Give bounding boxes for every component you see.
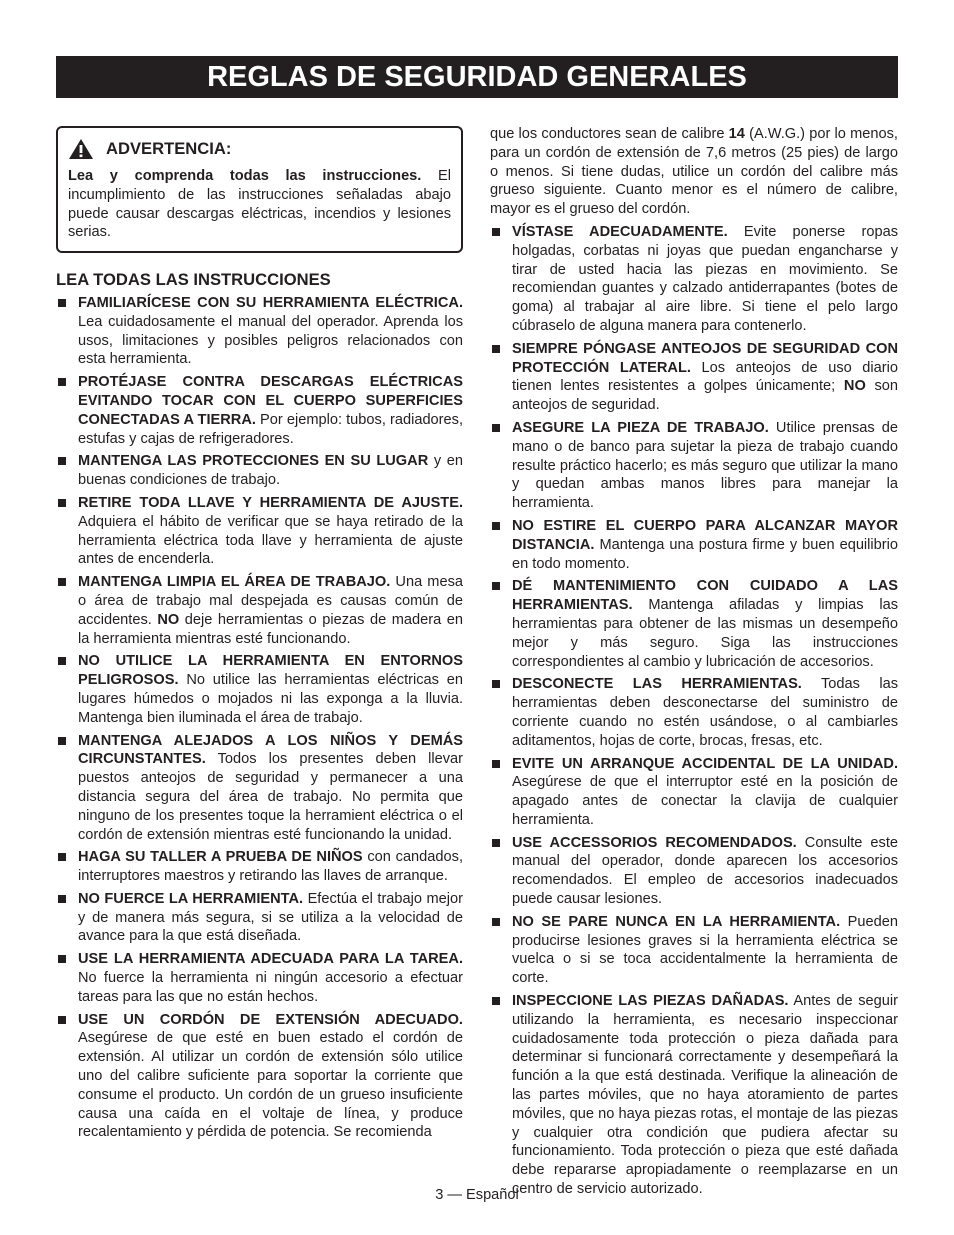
square-bullet-icon bbox=[58, 378, 66, 386]
warning-triangle-icon bbox=[68, 138, 94, 160]
warning-text bbox=[68, 167, 451, 242]
bold-text: INSPECCIONE LAS PIEZAS DAÑADAS. bbox=[512, 993, 789, 1010]
square-bullet-icon bbox=[58, 299, 66, 307]
body-text: con candados, interruptores maestros y retirando las llaves de arranque. bbox=[78, 849, 463, 885]
body-text: Todas las herramientas deben desconectarse del suministro de corriente cuando no estén usándose, o al cambiarles aditamentos, hojas de corte, brocas, fresas, etc. bbox=[512, 676, 898, 749]
rule-item bbox=[490, 340, 898, 415]
bold-text: PROTÉJASE CONTRA DESCARGAS ELÉCTRICAS EVITANDO TOCAR CON EL CUERPO SUPERFICIES CONECTADAS A TIERRA. bbox=[78, 374, 463, 428]
body-text: y en buenas condiciones de trabajo. bbox=[78, 453, 463, 489]
bold-text: NO FUERCE LA HERRAMIENTA. bbox=[78, 890, 304, 907]
bold-text: NO bbox=[157, 611, 180, 628]
right-column bbox=[490, 125, 898, 1203]
body-text: Por ejemplo: tubos, radiadores, estufas y cajas de refrigeradores. bbox=[78, 411, 464, 447]
rule-item bbox=[56, 494, 463, 569]
body-text: Todos los presentes deben llevar puestos anteojos de seguridad y permanecer a una distancia segura del área de trabajo. No permita que ninguno de los presentes toque la herramient eléctrica o el cordón de extensión mientras esté funcionando la unidad. bbox=[78, 751, 463, 843]
bold-text: USE LA HERRAMIENTA ADECUADA PARA LA TAREA. bbox=[78, 951, 463, 968]
square-bullet-icon bbox=[492, 522, 500, 530]
body-text: Los anteojos de uso diario tienen lentes resistentes a golpes únicamente; bbox=[512, 359, 899, 395]
square-bullet-icon bbox=[492, 345, 500, 353]
bold-text: MANTENGA ALEJADOS A LOS NIÑOS Y DEMÁS CIRCUNSTANTES. bbox=[78, 732, 463, 768]
bold-text: USE UN CORDÓN DE EXTENSIÓN ADECUADO. bbox=[78, 1011, 463, 1028]
square-bullet-icon bbox=[58, 657, 66, 665]
bold-text: HAGA SU TALLER A PRUEBA DE NIÑOS bbox=[78, 849, 363, 866]
square-bullet-icon bbox=[58, 457, 66, 465]
body-text: No utilice las herramientas eléctricas en lugares húmedos o mojados ni las exponga a la lluvia. Mantenga bien iluminada el área de trabajo. bbox=[78, 672, 463, 726]
square-bullet-icon bbox=[492, 839, 500, 847]
warning-body: El incumplimiento de las instrucciones señaladas abajo puede causar descargas eléctricas, incendios y lesiones serias. bbox=[68, 168, 451, 241]
rule-item bbox=[56, 950, 463, 1006]
square-bullet-icon bbox=[492, 918, 500, 926]
square-bullet-icon bbox=[492, 680, 500, 688]
rule-item bbox=[490, 755, 898, 830]
rule-item bbox=[56, 573, 463, 648]
left-rule-list bbox=[56, 294, 463, 1142]
rule-item bbox=[490, 517, 898, 573]
body-text: Antes de seguir utilizando la herramienta, es necesario inspeccionar cuidadosamente toda protección o pieza dañada para determinar si funcionará correctamente y desempeñará la función a la que está destinada. Verifique la alineación de las partes móviles, que no haya atoramiento de partes móviles, que no haya piezas rotas, el montaje de las piezas y cualquier otra condición que pudiera afectar su funcionamiento. Toda protección o pieza que esté dañada debe repararse apropiadamente o reemplazarse en un centro de servicio autorizado. bbox=[512, 993, 898, 1198]
rule-item bbox=[56, 890, 463, 946]
right-rule-list bbox=[490, 223, 898, 1199]
square-bullet-icon bbox=[492, 424, 500, 432]
continued-text bbox=[490, 125, 898, 219]
body-text: Lea cuidadosamente el manual del operador. Aprenda los usos, limitaciones y posibles peligros relacionados con esta herramienta. bbox=[78, 313, 463, 368]
rule-item bbox=[490, 992, 898, 1199]
square-bullet-icon bbox=[58, 578, 66, 586]
rule-item bbox=[490, 913, 898, 988]
body-text: Una mesa o área de trabajo mal despejada es causas común de accidentes. bbox=[78, 574, 463, 628]
rule-item bbox=[490, 577, 898, 671]
bold-text: EVITE UN ARRANQUE ACCIDENTAL DE LA UNIDAD. bbox=[512, 755, 898, 772]
bold-text: USE ACCESSORIOS RECOMENDADOS. bbox=[512, 834, 797, 851]
body-text: deje herramientas o piezas de madera en la herramienta mientras esté funcionando. bbox=[78, 611, 463, 647]
body-text: que los conductores sean de calibre bbox=[490, 126, 729, 142]
page-title: REGLAS DE SEGURIDAD GENERALES bbox=[56, 56, 898, 98]
warning-header bbox=[68, 138, 451, 160]
bold-text: FAMILIARÍCESE CON SU HERRAMIENTA ELÉCTRICA. bbox=[78, 294, 463, 311]
rule-item bbox=[490, 223, 898, 336]
body-text: Efectúa el trabajo mejor y de manera más segura, si se utiliza a la velocidad de avance para la que está diseñada. bbox=[78, 890, 463, 945]
rule-item bbox=[56, 1011, 463, 1143]
body-text: Mantenga una postura firme y buen equilibrio en todo momento. bbox=[512, 536, 898, 572]
bold-text: NO SE PARE NUNCA EN LA HERRAMIENTA. bbox=[512, 913, 841, 930]
rule-item bbox=[56, 652, 463, 727]
body-text: Pueden producirse lesiones graves si la herramienta eléctrica se vuelca o si se toca accidentalmente la herramienta de corte. bbox=[512, 913, 898, 987]
rule-item bbox=[490, 675, 898, 750]
body-text: Consulte este manual del operador, donde aparecen los accesorios recomendados. El empleo de accesorios inadecuados puede causar lesiones. bbox=[512, 834, 899, 908]
square-bullet-icon bbox=[492, 228, 500, 236]
body-text: Evite ponerse ropas holgadas, corbatas ni joyas que puedan engancharse y tirar de usted hacia las piezas en movimiento. Se recomiendan guantes y calzado antiderrapantes (botes de goma) al trabajar al aire libre. Si tiene el pelo largo cúbraselo de alguna manera para contenerlo. bbox=[512, 223, 898, 334]
body-text: Mantenga afiladas y limpias las herramientas para obtener de las mismas un desempeño mejor y más seguro. Siga las instrucciones correspondientes al cambio y lubricación de accesorios. bbox=[512, 597, 898, 670]
bold-text: SIEMPRE PÓNGASE ANTEOJOS DE SEGURIDAD CON PROTECCIÓN LATERAL. bbox=[512, 340, 898, 376]
body-text: Utilice prensas de mano o de banco para sujetar la pieza de trabajo cuando resulte práctico hacerlo; es más seguro que utilizar la mano y quedan ambas manos libres para manejar la herramienta. bbox=[512, 419, 898, 512]
square-bullet-icon bbox=[58, 955, 66, 963]
bold-text: MANTENGA LAS PROTECCIONES EN SU LUGAR bbox=[78, 453, 429, 470]
rule-item bbox=[56, 732, 463, 845]
body-text: Adquiera el hábito de verificar que se haya retirado de la herramienta eléctrica toda llave y herramienta de ajuste antes de encenderla. bbox=[78, 513, 463, 568]
rule-item bbox=[56, 848, 463, 886]
rule-item bbox=[56, 452, 463, 490]
square-bullet-icon bbox=[58, 499, 66, 507]
body-text: son anteojos de seguridad. bbox=[512, 378, 898, 414]
body-text: Asegúrese de que esté en buen estado el cordón de extensión. Al utilizar un cordón de extensión sólo utilice uno del calibre suficiente para soportar la corriente que consume el producto. Un cordón de un grueso insuficiente causa una caída en el voltaje de línea, y produce recalentamiento y pérdida de potencia. Se recomienda bbox=[78, 1030, 463, 1141]
warning-title: ADVERTENCIA: bbox=[106, 138, 232, 158]
square-bullet-icon bbox=[492, 760, 500, 768]
square-bullet-icon bbox=[58, 895, 66, 903]
bold-text: MANTENGA LIMPIA EL ÁREA DE TRABAJO. bbox=[78, 574, 391, 591]
bold-text: ASEGURE LA PIEZA DE TRABAJO. bbox=[512, 419, 769, 436]
body-text: Asegúrese de que el interruptor esté en la posición de apagado antes de conectar la clavija de cualquier herramienta. bbox=[512, 774, 898, 828]
square-bullet-icon bbox=[58, 737, 66, 745]
body-text: No fuerce la herramienta ni ningún accesorio a efectuar tareas para las que no están hechos. bbox=[78, 970, 463, 1005]
section-heading: LEA TODAS LAS INSTRUCCIONES bbox=[56, 270, 331, 290]
rule-item bbox=[490, 834, 898, 909]
bold-text: 14 bbox=[728, 126, 745, 142]
bold-text: NO bbox=[843, 378, 866, 395]
square-bullet-icon bbox=[58, 1016, 66, 1024]
bold-text: DESCONECTE LAS HERRAMIENTAS. bbox=[512, 676, 802, 693]
square-bullet-icon bbox=[492, 997, 500, 1005]
rule-item bbox=[56, 373, 463, 448]
bold-text: NO UTILICE LA HERRAMIENTA EN ENTORNOS PELIGROSOS. bbox=[78, 653, 463, 689]
square-bullet-icon bbox=[58, 853, 66, 861]
warning-lead: Lea y comprenda todas las instrucciones. bbox=[68, 168, 422, 184]
square-bullet-icon bbox=[492, 582, 500, 590]
bold-text: NO ESTIRE EL CUERPO PARA ALCANZAR MAYOR DISTANCIA. bbox=[512, 517, 898, 553]
warning-box bbox=[56, 126, 463, 253]
left-column bbox=[56, 126, 463, 1146]
body-text: (A.W.G.) por lo menos, para un cordón de extensión de 7,6 metros (25 pies) de largo o menos. Si tiene dudas, utilice un cordón del calibre más grueso siguiente. Cuanto menor es el número de calibre, mayor es el grueso del cordón. bbox=[490, 126, 898, 218]
rule-item bbox=[490, 419, 898, 513]
page-footer: 3 — Español bbox=[435, 1187, 519, 1203]
rule-item bbox=[56, 294, 463, 369]
bold-text: RETIRE TODA LLAVE Y HERRAMIENTA DE AJUSTE. bbox=[78, 494, 463, 511]
bold-text: DÉ MANTENIMIENTO CON CUIDADO A LAS HERRAMIENTAS. bbox=[512, 578, 898, 614]
bold-text: VÍSTASE ADECUADAMENTE. bbox=[512, 223, 728, 240]
